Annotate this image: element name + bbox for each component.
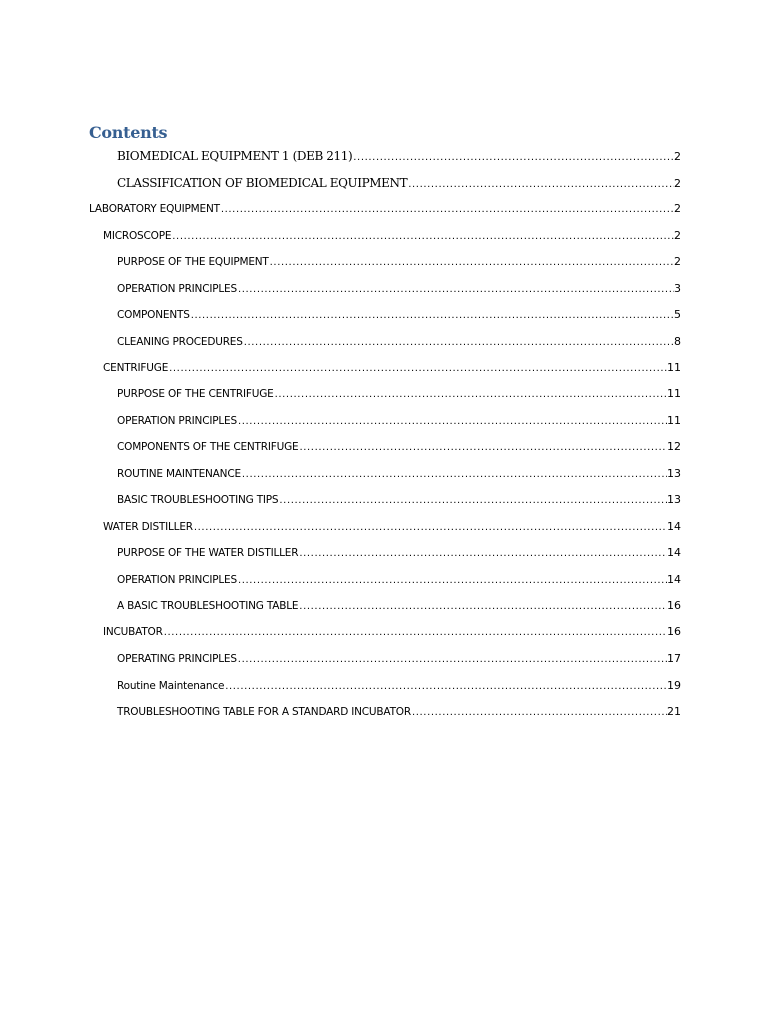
toc-entry-page: 14 (667, 520, 681, 533)
toc-entry[interactable] (103, 359, 681, 377)
toc-entry[interactable] (117, 306, 681, 324)
toc-entry-title: PURPOSE OF THE CENTRIFUGE (117, 388, 274, 400)
toc-entry-page: 14 (667, 546, 681, 559)
dot-leader (243, 334, 674, 352)
toc-entry[interactable] (117, 412, 681, 430)
dot-leader (237, 651, 667, 669)
dot-leader (241, 466, 667, 484)
dot-leader (237, 572, 667, 590)
toc-entry-title: MICROSCOPE (103, 230, 172, 242)
toc-entry-title: LABORATORY EQUIPMENT (89, 203, 220, 215)
dot-leader (278, 492, 667, 510)
toc-entry-page: 16 (667, 625, 681, 638)
dot-leader (193, 519, 667, 537)
toc-entry-title: PURPOSE OF THE EQUIPMENT (117, 256, 269, 268)
toc-entry-title: ROUTINE MAINTENANCE (117, 468, 241, 480)
toc-entry-title: WATER DISTILLER (103, 521, 193, 533)
toc-entry-title: COMPONENTS (117, 309, 190, 321)
toc-entry[interactable] (117, 438, 681, 456)
toc-entry-page: 5 (674, 308, 681, 321)
toc-entry-page: 2 (674, 229, 681, 242)
toc-entry-title: Routine Maintenance (117, 680, 225, 692)
toc-entry[interactable] (117, 597, 681, 615)
toc-entry-page: 2 (674, 255, 681, 268)
dot-leader (220, 201, 674, 219)
toc-entry-page: 19 (667, 679, 681, 692)
toc-entry[interactable] (103, 623, 681, 641)
toc-entry[interactable] (117, 280, 681, 298)
toc-entry[interactable] (117, 544, 681, 562)
dot-leader (269, 254, 674, 272)
toc-entry[interactable] (117, 491, 681, 509)
dot-leader (237, 281, 674, 299)
toc-entry[interactable] (117, 677, 681, 695)
toc-entry-page: 16 (667, 599, 681, 612)
toc-entry-page: 3 (674, 282, 681, 295)
dot-leader (298, 598, 667, 616)
toc-entry-page: 14 (667, 573, 681, 586)
dot-leader (171, 228, 674, 246)
toc-entry[interactable] (103, 518, 681, 536)
toc-entry-title: CENTRIFUGE (103, 362, 169, 374)
toc-entry[interactable] (117, 147, 681, 165)
toc-entry-title: CLASSIFICATION OF BIOMEDICAL EQUIPMENT (117, 176, 408, 190)
toc-entry-page: 8 (674, 335, 681, 348)
toc-entry-page: 2 (674, 177, 681, 190)
dot-leader (407, 176, 674, 194)
toc-entry-page: 21 (667, 705, 681, 718)
toc-entry-title: OPERATION PRINCIPLES (117, 415, 237, 427)
toc-entry-title: BASIC TROUBLESHOOTING TIPS (117, 494, 279, 506)
dot-leader (274, 386, 667, 404)
toc-entry-title: OPERATION PRINCIPLES (117, 283, 237, 295)
toc-entry-title: BIOMEDICAL EQUIPMENT 1 (DEB 211) (117, 149, 353, 163)
toc-entry-page: 11 (667, 361, 681, 374)
toc-entry-title: CLEANING PROCEDURES (117, 336, 243, 348)
dot-leader (352, 149, 674, 167)
dot-leader (411, 704, 667, 722)
toc-entry[interactable] (117, 465, 681, 483)
dot-leader (163, 624, 667, 642)
toc-entry-title: COMPONENTS OF THE CENTRIFUGE (117, 441, 299, 453)
toc-entry-page: 2 (674, 202, 681, 215)
dot-leader (224, 678, 667, 696)
toc-entry[interactable] (89, 200, 681, 218)
dot-leader (190, 307, 674, 325)
toc-heading: Contents (89, 123, 168, 142)
toc-entry-title: A BASIC TROUBLESHOOTING TABLE (117, 600, 299, 612)
toc-entry[interactable] (117, 703, 681, 721)
toc-entry[interactable] (117, 333, 681, 351)
toc-entry-title: OPERATING PRINCIPLES (117, 653, 237, 665)
dot-leader (237, 413, 667, 431)
toc-entry[interactable] (117, 571, 681, 589)
dot-leader (298, 439, 667, 457)
toc-entry[interactable] (117, 253, 681, 271)
toc-entry-page: 2 (674, 150, 681, 163)
toc-entry[interactable] (103, 227, 681, 245)
toc-entry-page: 11 (667, 414, 681, 427)
toc-entry-page: 11 (667, 387, 681, 400)
toc-entry-title: INCUBATOR (103, 626, 163, 638)
dot-leader (168, 360, 667, 378)
toc-entry[interactable] (117, 385, 681, 403)
toc-entry-page: 17 (667, 652, 681, 665)
toc-entry-title: OPERATION PRINCIPLES (117, 574, 237, 586)
toc-entry[interactable] (117, 174, 681, 192)
toc-entry[interactable] (117, 650, 681, 668)
dot-leader (298, 545, 667, 563)
toc-entry-page: 12 (667, 440, 681, 453)
toc-entry-title: PURPOSE OF THE WATER DISTILLER (117, 547, 299, 559)
toc-entry-title: TROUBLESHOOTING TABLE FOR A STANDARD INCUBATOR (117, 706, 411, 718)
toc-entry-page: 13 (667, 493, 681, 506)
toc-entry-page: 13 (667, 467, 681, 480)
